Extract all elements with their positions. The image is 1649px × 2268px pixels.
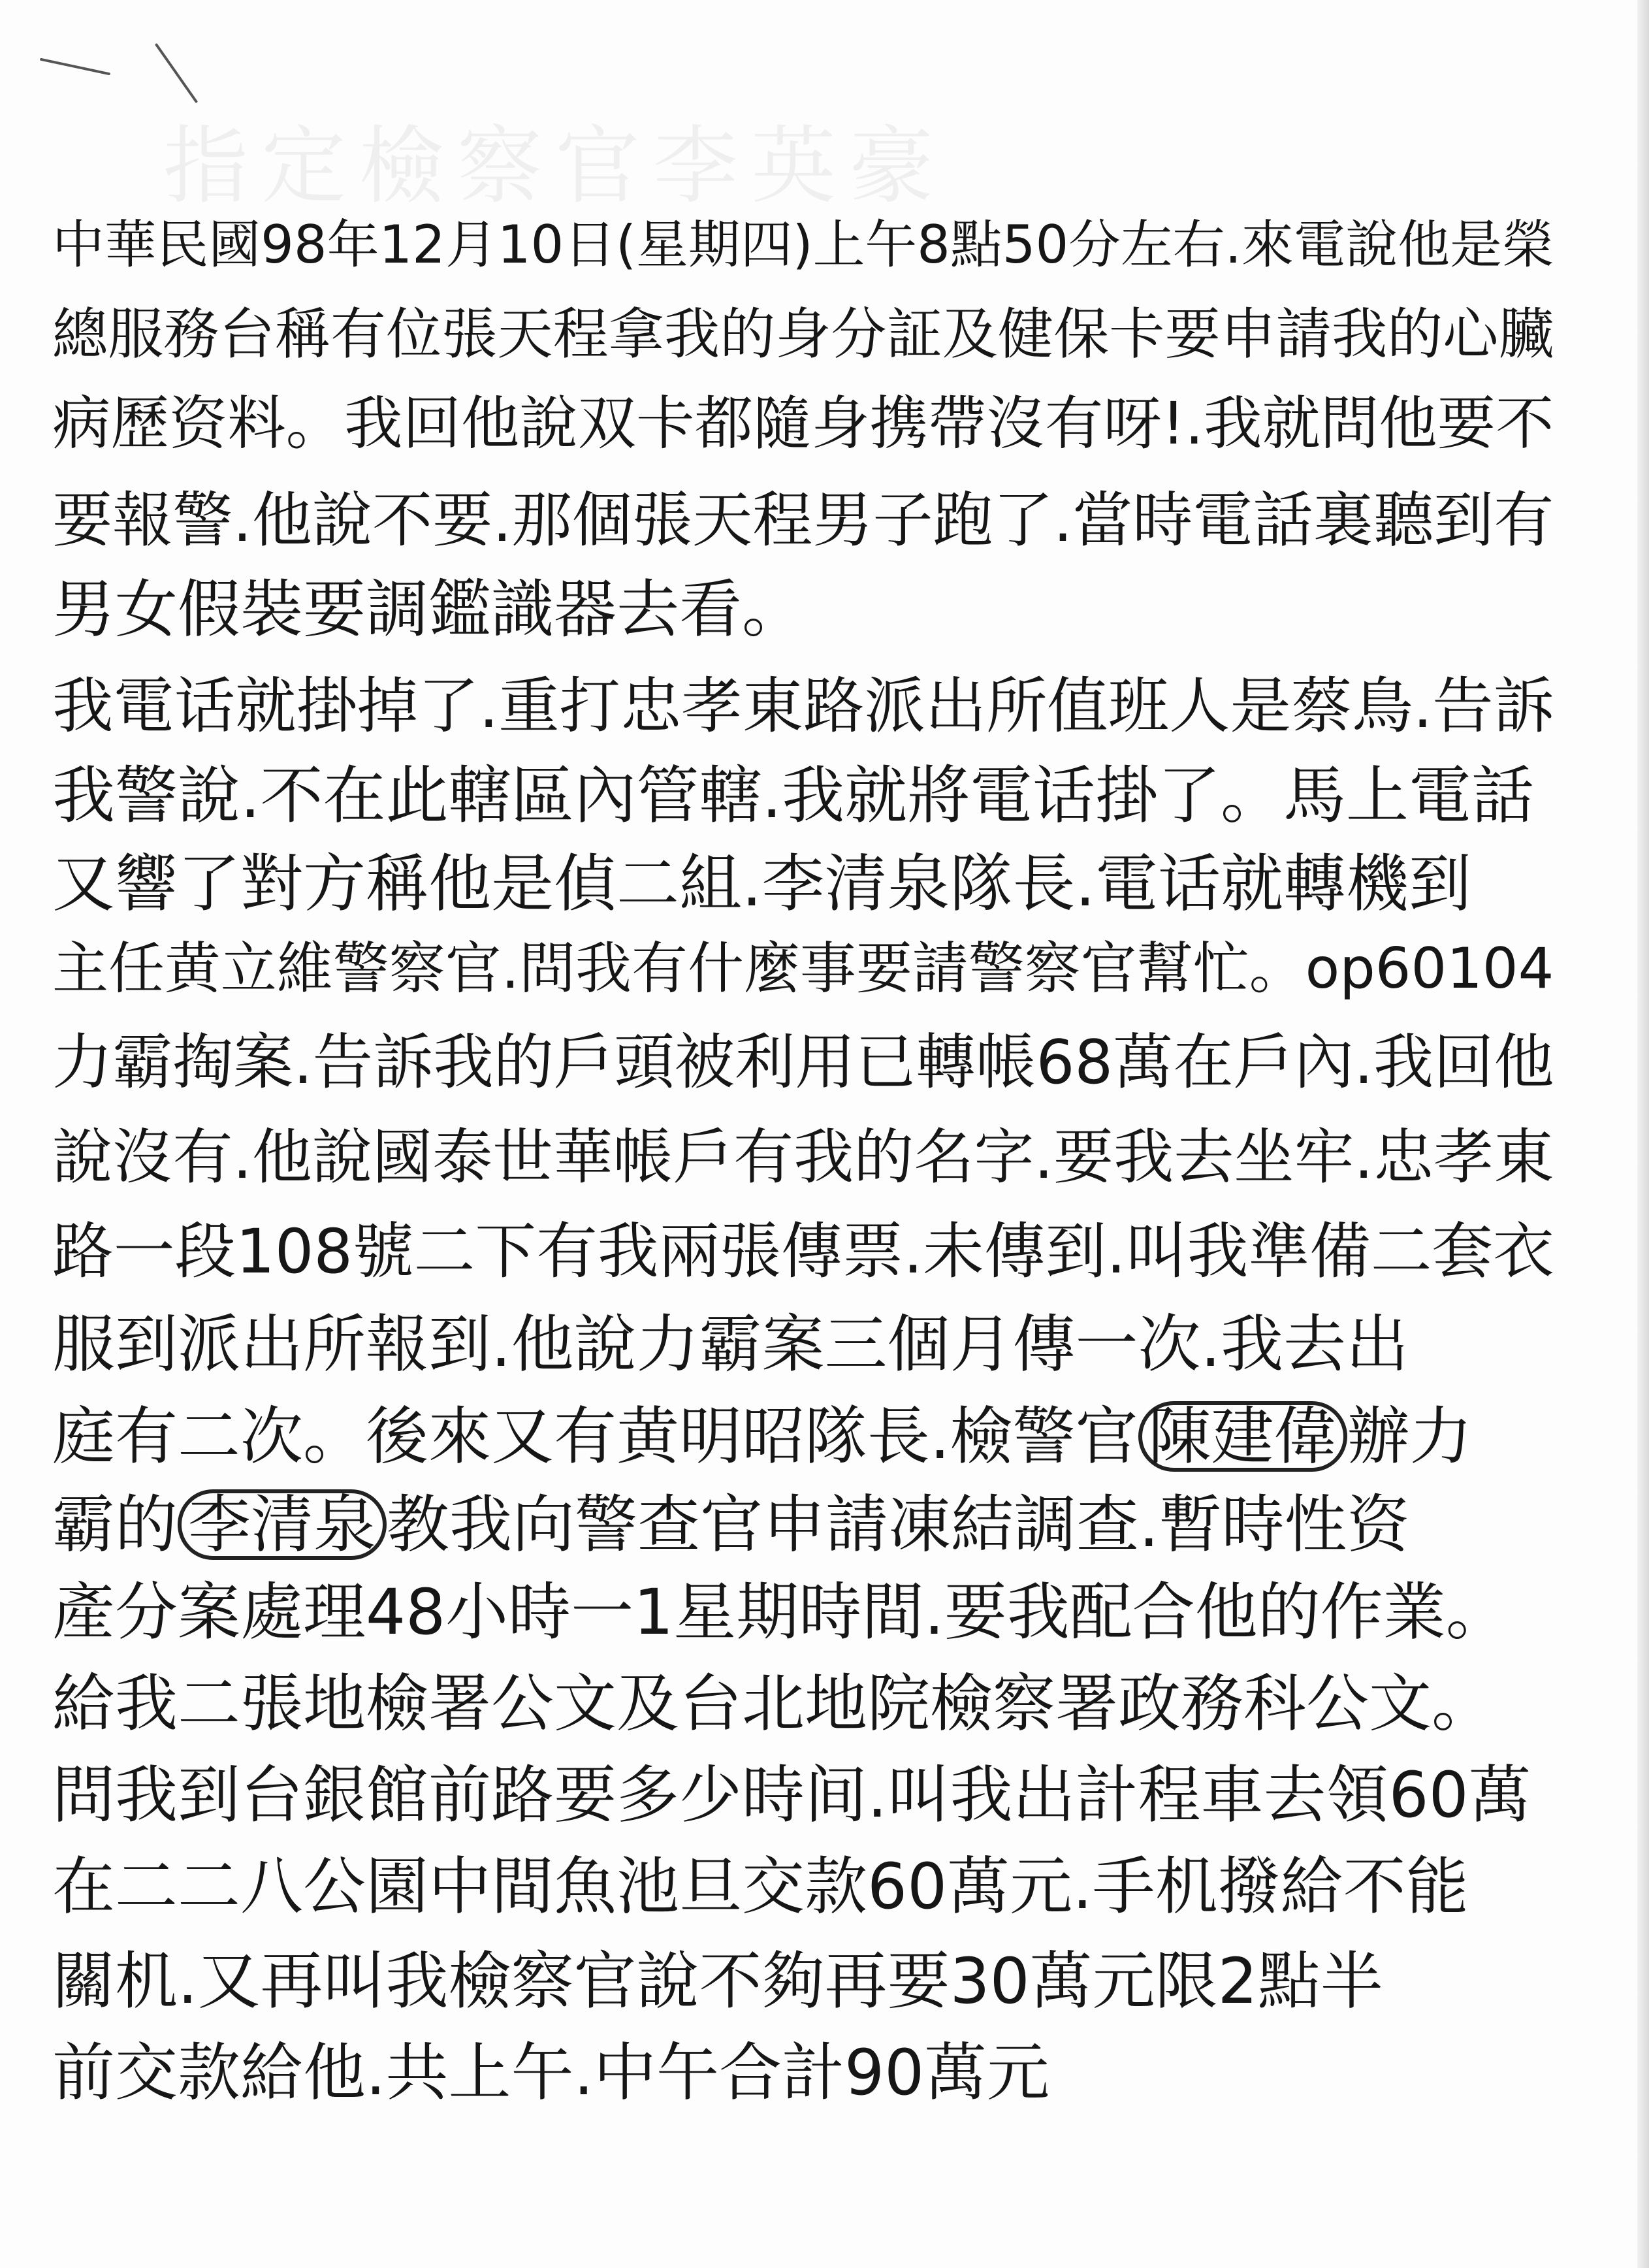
line-text: 產分案處理48小時一1星期時間.要我配合他的作業。 [52,1576,1509,1649]
line-text: 問我到台銀館前路要多少時间.叫我出計程車去領60萬 [52,1758,1531,1832]
circled-name: 李清泉 [178,1489,387,1560]
line-text: 路一段108號二下有我兩張傳票.未傳到.叫我準備二套衣 [52,1216,1554,1288]
bleed-through-heading: 指定檢察官李英豪 [163,116,948,216]
line-text: 病歷资料。我回他說双卡都隨身携帶沒有呀!.我就問他要不 [52,390,1554,458]
line-text: 要報警.他說不要.那個張天程男子跑了.當時電話裏聽到有 [52,485,1554,555]
line-text: 關机.又再叫我檢察官說不夠再要30萬元限2點半 [52,1945,1383,2018]
handwritten-line [52,2036,1050,2109]
line-text: 總服務台稱有位張天程拿我的身分証及健保卡要申請我的心臟 [52,302,1554,367]
line-text: 中華民國98年12月10日(星期四)上午8點50分左右.來電說他是榮 [52,214,1554,275]
handwritten-line [52,485,1554,555]
handwritten-line [52,936,1554,1001]
handwritten-line [52,573,805,646]
line-text: 服到派出所報到.他說力霸案三個月傳一次.我去出 [52,1308,1409,1381]
handwritten-statement [52,0,1567,2268]
circled-name: 陳建偉 [1138,1401,1347,1472]
line-text: 給我二張地檢署公文及台北地院檢察署政務科公文。 [52,1667,1494,1740]
handwritten-line [52,390,1554,458]
handwritten-line [52,847,1472,920]
line-text: 主任黄立維警察官.問我有什麼事要請警察官幫忙。op60104 [52,936,1554,1001]
handwritten-line [52,1216,1554,1288]
line-text: 庭有二次。後來又有黄明昭隊長.檢警官 [52,1400,1138,1473]
line-text: 男女假裝要調鑑識器去看。 [52,573,805,646]
page-edge-shadow [1637,0,1649,2268]
handwritten-line [52,1758,1531,1832]
line-text: 又響了對方稱他是偵二組.李清泉隊長.電话就轉機到 [52,847,1472,920]
handwritten-line [52,1576,1509,1649]
line-text: 說沒有.他說國泰世華帳戶有我的名字.要我去坐牢.忠孝東 [52,1122,1554,1192]
line-text: 辦力 [1347,1400,1473,1473]
line-text: 在二二八公園中間魚池旦交款60萬元.手机撥給不能 [52,1850,1469,1923]
handwritten-line [52,759,1535,832]
handwritten-line [52,302,1554,367]
handwritten-line [52,1401,1473,1472]
handwritten-line [52,671,1554,742]
line-text: 霸的 [52,1488,178,1561]
line-text: 我電话就掛掉了.重打忠孝東路派出所值班人是蔡鳥.告訴 [52,671,1554,742]
handwritten-line [52,1122,1554,1192]
handwritten-line [52,1945,1383,2018]
handwritten-line [52,214,1554,275]
handwritten-line [52,1489,1410,1560]
line-text: 力霸掏案.告訴我的戶頭被利用已轉帳68萬在戶內.我回他 [52,1027,1554,1097]
line-text: 前交款給他.共上午.中午合計90萬元 [52,2036,1050,2109]
handwritten-line [52,1308,1409,1381]
handwritten-line [52,1850,1469,1923]
handwritten-line [52,1667,1494,1740]
handwritten-line [52,1027,1554,1097]
line-text: 教我向警查官申請凍結調查.暫時性资 [387,1488,1410,1561]
line-text: 我警說.不在此轄區內管轄.我就將電话掛了。馬上電話 [52,759,1535,832]
